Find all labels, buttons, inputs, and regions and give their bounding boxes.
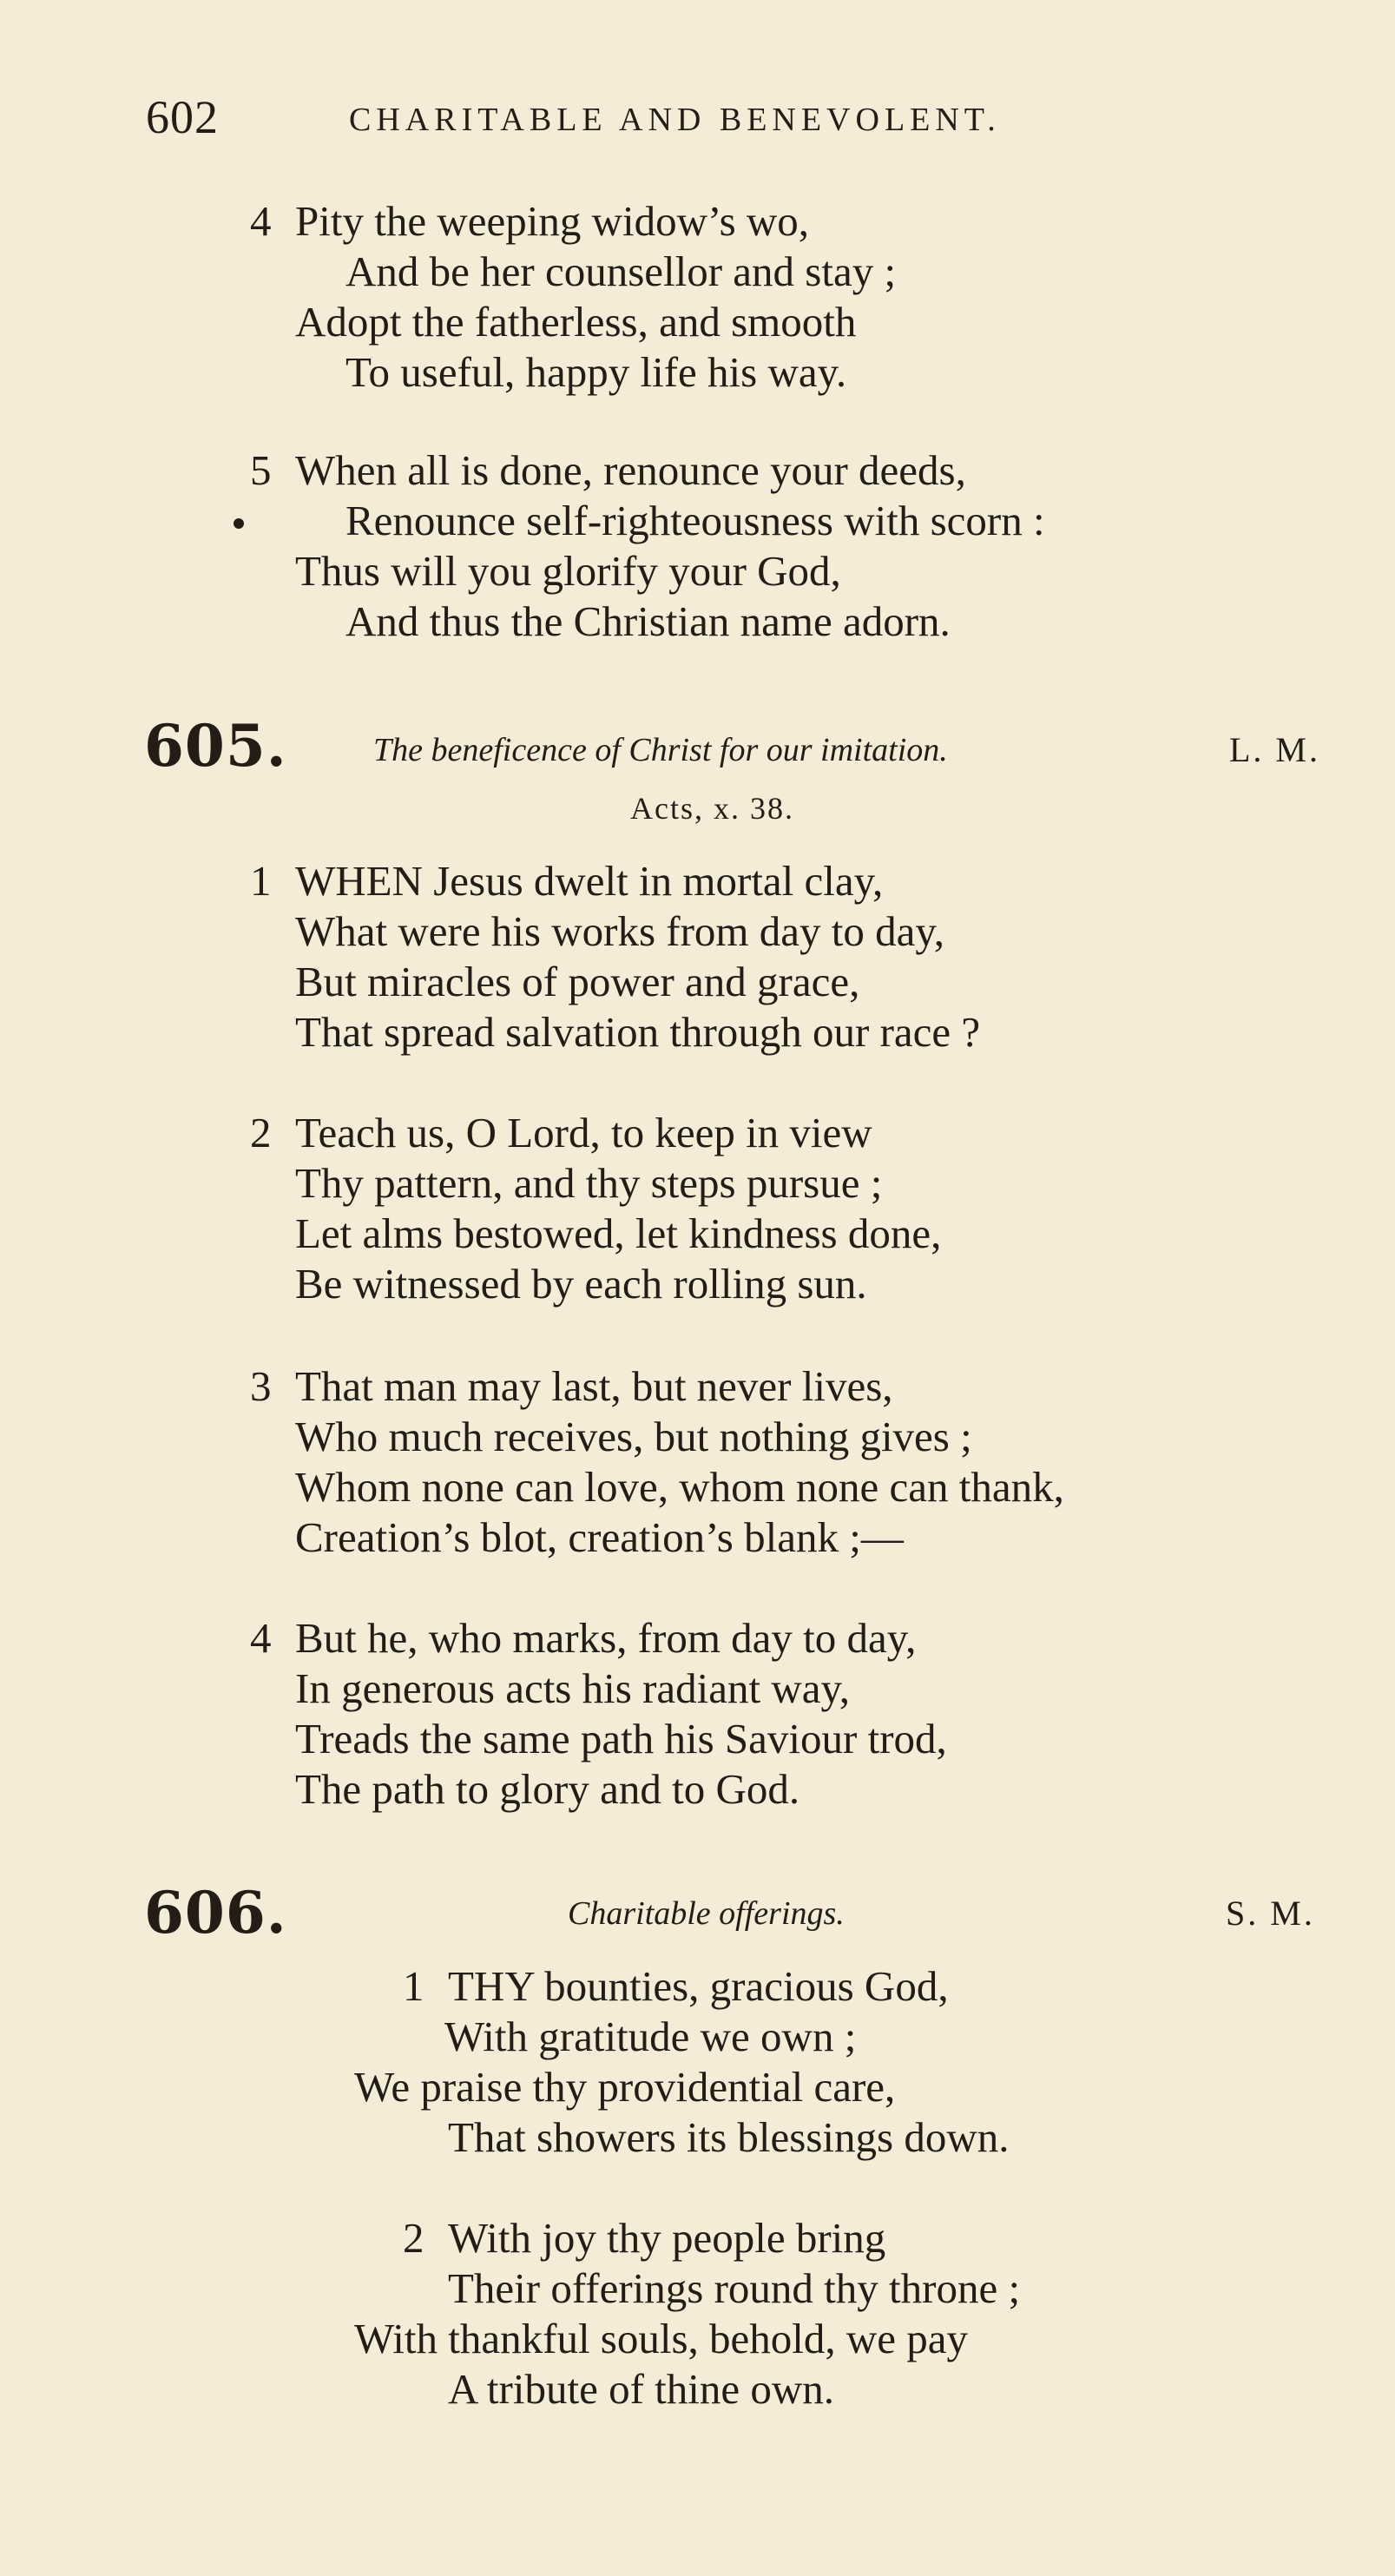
stanza-line: Creation’s blot, creation’s blank ;— <box>295 1513 904 1561</box>
stanza-line-text: Teach us, O Lord, to keep in view <box>295 1109 872 1156</box>
hymn-605-stanza-3 <box>250 1361 1064 1563</box>
stanza-line: But miracles of power and grace, <box>295 958 860 1005</box>
stanza-line <box>250 1108 941 1158</box>
stanza-number: 1 <box>250 857 272 905</box>
stanza-line-text: WHEN Jesus dwelt in mortal clay, <box>295 857 884 905</box>
stanza-line-text: THY bounties, gracious God, <box>448 1962 949 2010</box>
margin-bullet-mark <box>234 518 244 529</box>
stanza-line: A tribute of thine own. <box>448 2365 835 2413</box>
stanza-number: 3 <box>250 1362 272 1410</box>
running-head: CHARITABLE AND BENEVOLENT. <box>349 102 1001 138</box>
prev-hymn-stanza-4 <box>250 196 897 398</box>
stanza-line: Let alms bestowed, let kindness done, <box>295 1209 942 1257</box>
stanza-line <box>403 1961 1010 2012</box>
stanza-line: With gratitude we own ; <box>444 2013 857 2060</box>
hymn-605-stanza-4 <box>250 1613 947 1815</box>
stanza-number: 4 <box>250 1614 272 1662</box>
stanza-line-text: With joy thy people bring <box>448 2214 886 2262</box>
stanza-line-text: Pity the weeping widow’s wo, <box>295 197 810 245</box>
stanza-line: The path to glory and to God. <box>295 1765 800 1813</box>
stanza-number: 1 <box>403 1962 424 2010</box>
stanza-line: To useful, happy life his way. <box>345 348 847 396</box>
stanza-line: Thy pattern, and thy steps pursue ; <box>295 1159 883 1207</box>
stanza-line: And be her counsellor and stay ; <box>345 247 897 295</box>
stanza-line: That spread salvation through our race ? <box>295 1008 981 1056</box>
hymn-605-meter: L. M. <box>1229 730 1320 769</box>
stanza-line: Their offerings round thy throne ; <box>448 2264 1021 2312</box>
stanza-number: 5 <box>250 446 272 494</box>
stanza-line-text: But he, who marks, from day to day, <box>295 1614 917 1662</box>
stanza-line: Treads the same path his Saviour trod, <box>295 1715 947 1762</box>
stanza-line: In generous acts his radiant way, <box>295 1664 851 1712</box>
stanza-line <box>250 856 980 906</box>
stanza-line: What were his works from day to day, <box>295 907 944 955</box>
stanza-line <box>250 445 1045 496</box>
stanza-number: 2 <box>250 1109 272 1156</box>
stanza-line <box>403 2213 1020 2263</box>
stanza-line: And thus the Christian name adorn. <box>345 597 951 645</box>
stanza-line-text: Renounce self-righteousness with scorn : <box>345 497 1045 544</box>
prev-hymn-stanza-5 <box>250 445 1045 647</box>
hymn-605-scripture-reference: Acts, x. 38. <box>630 791 794 826</box>
stanza-line: Who much receives, but nothing gives ; <box>295 1413 972 1460</box>
stanza-line <box>250 196 896 247</box>
hymn-605-stanza-2 <box>250 1108 942 1309</box>
stanza-line: Thus will you glorify your God, <box>295 547 841 595</box>
stanza-line-text: When all is done, renounce your deeds, <box>295 446 966 494</box>
stanza-line <box>250 1613 947 1664</box>
stanza-line: That showers its blessings down. <box>448 2113 1010 2161</box>
stanza-line: We praise thy providential care, <box>354 2063 896 2111</box>
hymn-605-number: 605. <box>144 712 287 780</box>
hymn-606-number: 606. <box>144 1879 287 1947</box>
stanza-line: Adopt the fatherless, and smooth <box>295 298 857 346</box>
stanza-number: 2 <box>403 2214 424 2262</box>
hymn-606-stanza-2 <box>354 2213 1021 2415</box>
hymn-605-stanza-1 <box>250 856 981 1057</box>
stanza-line: With thankful souls, behold, we pay <box>354 2315 969 2362</box>
stanza-line: Be witnessed by each rolling sun. <box>295 1260 867 1308</box>
hymn-606-title: Charitable offerings. <box>568 1895 845 1932</box>
page-number: 602 <box>146 91 219 143</box>
stanza-line <box>295 496 1045 546</box>
stanza-line-text: That man may last, but never lives, <box>295 1362 893 1410</box>
stanza-line <box>250 1361 1064 1412</box>
stanza-number: 4 <box>250 197 272 245</box>
stanza-line: Whom none can love, whom none can thank, <box>295 1463 1064 1511</box>
hymn-606-stanza-1 <box>354 1961 1010 2163</box>
hymn-605-title: The beneficence of Christ for our imitation. <box>373 732 948 768</box>
hymn-606-meter: S. M. <box>1226 1894 1315 1933</box>
